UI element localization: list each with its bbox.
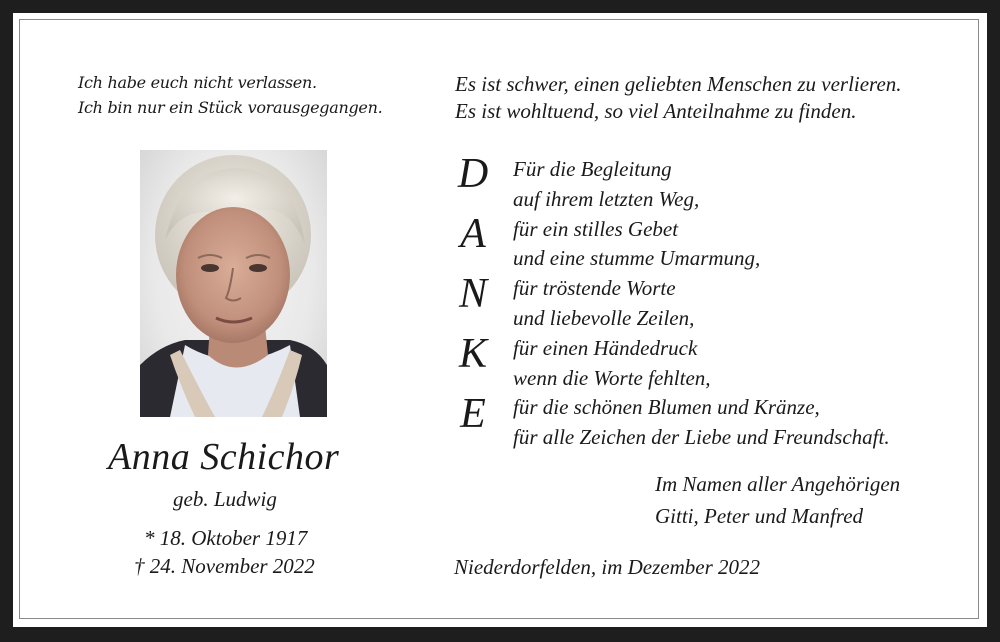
thanks-line: wenn die Worte fehlten, [513, 365, 711, 390]
signoff-line-1: Im Namen aller Angehörigen [655, 472, 901, 496]
thanks-poem [513, 155, 890, 453]
place-and-date: Niederdorfelden, im Dezember 2022 [454, 555, 760, 579]
danke-letter-n: N [458, 271, 487, 317]
obituary-card [13, 13, 987, 627]
danke-letter-k: K [458, 331, 487, 377]
motto-line-1: Ich habe euch nicht verlassen. [78, 73, 317, 92]
motto-quote [78, 70, 382, 120]
thanks-line: und liebevolle Zeilen, [513, 305, 695, 330]
thanks-line: für alle Zeichen der Liebe und Freundschaft. [513, 425, 890, 450]
danke-letter-a: A [460, 211, 486, 257]
thanks-line: auf ihrem letzten Weg, [513, 186, 700, 211]
thanks-line: für einen Händedruck [513, 335, 698, 360]
thanks-line: und eine stumme Umarmung, [513, 246, 761, 271]
thanks-line: für die schönen Blumen und Kränze, [513, 395, 820, 420]
danke-letter-e: E [460, 391, 486, 437]
deceased-name: Anna Schichor [108, 436, 340, 478]
signoff [655, 468, 900, 532]
intro-line-1: Es ist schwer, einen geliebten Menschen zu verlieren. [455, 72, 902, 96]
motto-line-2: Ich bin nur ein Stück vorausgegangen. [78, 98, 383, 117]
thanks-line: für ein stilles Gebet [513, 216, 679, 241]
death-date: † 24. November 2022 [134, 554, 315, 578]
intro-line-2: Es ist wohltuend, so viel Anteilnahme zu finden. [455, 99, 857, 123]
portrait-photo [140, 150, 327, 417]
thanks-line: Für die Begleitung [513, 157, 672, 181]
danke-letter-d: D [457, 151, 489, 197]
signoff-line-2: Gitti, Peter und Manfred [655, 504, 864, 528]
intro-text [455, 71, 902, 125]
maiden-name: geb. Ludwig [173, 487, 277, 511]
thanks-line: für tröstende Worte [513, 276, 676, 301]
birth-date: * 18. Oktober 1917 [144, 526, 308, 550]
